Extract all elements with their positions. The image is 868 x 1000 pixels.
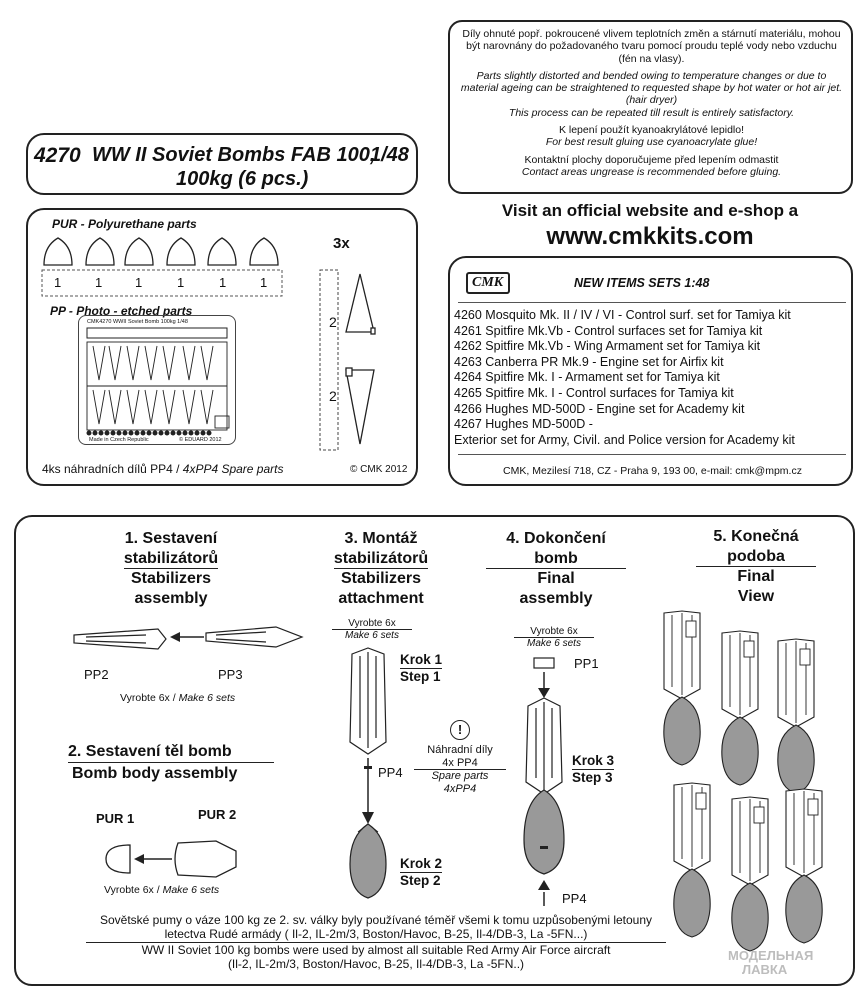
list-item: 4266 Hughes MD-500D - Engine set for Academy kit (454, 401, 745, 416)
pp3-label: PP3 (218, 667, 243, 682)
notice-en2: For best result gluing use cyanoacrylate glue! (545, 136, 758, 149)
notice-en1b: This process can be repeated till result is entirely satisfactory. (508, 106, 795, 119)
step4-title: 4. Dokončení bomb Final assembly (486, 529, 626, 608)
notice-box (448, 20, 853, 194)
list-item: 4267 Hughes MD-500D - (454, 417, 593, 432)
kit-name-line1: WW II Soviet Bombs FAB 100, (92, 144, 376, 166)
step4-make6: Vyrobte 6x Make 6 sets (514, 626, 594, 649)
spare-note: Náhradní díly 4x PP4 Spare parts 4xPP4 (414, 744, 506, 795)
step1-title: 1. Sestavení stabilizátorů Stabilizers assembly (123, 530, 219, 607)
pp4-label-step3: PP4 (378, 765, 403, 780)
body-count-top: 2 (329, 314, 337, 330)
exclaim-icon: ! (450, 720, 470, 740)
bomb-body-part-bottom (346, 370, 374, 444)
body-count-bottom: 2 (329, 388, 337, 404)
notice-cz1: Díly ohnuté popř. pokroucené vlivem teplotních změn a stárnutí materiálu, mohou být narovnány do požadovaného tvaru pomocí proudu teplé vody nebo vzduchu (fén na vlasy). (462, 28, 841, 65)
news-list (454, 308, 795, 448)
pe-eduard: © EDUARD 2012 (179, 437, 222, 443)
pur2-label: PUR 2 (198, 807, 237, 822)
step3-make6: Vyrobte 6x Make 6 sets (332, 618, 412, 641)
krok2-label: Krok 2 Step 2 (400, 856, 443, 888)
list-item: 4265 Spitfire Mk. I - Control surfaces for Tamiya kit (454, 385, 734, 400)
list-item: 4263 Canberra PR Mk.9 - Engine set for Airfix kit (454, 354, 724, 369)
list-item: Exterior set for Army, Civil. and Police version for Academy kit (454, 432, 795, 447)
pe-made-in: Made in Czech Republic (89, 437, 149, 443)
copyright: © CMK 2012 (350, 464, 408, 475)
step2-title-cz: 2. Sestavení těl bomb (68, 743, 232, 760)
list-item: 4260 Mosquito Mk. II / IV / VI - Control surf. set for Tamiya kit (454, 308, 791, 322)
notice-cz2: K lepení použít kyanoakrylátové lepidlo! (558, 124, 745, 137)
times3-label: 3x (333, 235, 350, 252)
krok3-label: Krok 3 Step 3 (572, 753, 615, 785)
step3-title: 3. Montáž stabilizátorů Stabilizers attachment (333, 530, 429, 607)
kit-number: 4270 (34, 144, 81, 167)
website-text: Visit an official website and e-shop a (501, 201, 799, 220)
footer-note: Sovětské pumy o váze 100 kg ze 2. sv. války byly používané téměř všemi k tomu uzpůsobenými letouny letectva Rudé armády ( Il-2, IL-2m/3, Boston/Havoc, B-25, Il-4/DB-3, La -5FN...) WW II Soviet 100 kg bombs were used by almost all suitable Red Army Air Force aircraft (Il-2, IL-2m/3, Boston/Havoc, B-25, Il-4/DB-3, La -5FN..) (26, 913, 726, 971)
bomb-body-part-top (346, 274, 374, 332)
watermark: МОДЕЛЬНАЯ ЛАВКА (728, 948, 814, 977)
list-item: 4261 Spitfire Mk.Vb - Control surfaces set for Tamiya kit (454, 323, 763, 338)
bomb-body-parts (28, 210, 420, 488)
kit-name-line2: 100kg (6 pcs.) (176, 168, 309, 190)
parts-box: PUR - Polyurethane parts 1 1 1 1 1 1 PP - Photo - etched parts CMK4270 WWII Soviet Bomb 100kg 1/48 Made in Czech Republic © EDUARD 2012 3x 2 2 4ks náhradních dílů PP4 / 4xPP4 Spare parts © CMK 2012 (26, 208, 418, 486)
list-item: 4262 Spitfire Mk.Vb - Wing Armament set for Tamiya kit (454, 339, 761, 354)
news-box (448, 256, 853, 486)
spare-parts-note: 4ks náhradních dílů PP4 / 4xPP4 Spare parts (42, 462, 284, 476)
krok1-label: Krok 1 Step 1 (400, 652, 443, 684)
address: CMK, Mezilesí 718, CZ - Praha 9, 193 00, e-mail: cmk@mpm.cz (503, 465, 802, 477)
step5-title: 5. Konečná podoba Final View (696, 527, 816, 606)
pur1-label: PUR 1 (96, 811, 135, 826)
pp-heading: PP - Photo - etched parts (50, 304, 193, 318)
pp1-label: PP1 (574, 656, 599, 671)
notice-en3: Contact areas ungrease is recommended before gluing. (521, 165, 782, 178)
website-url[interactable]: www.cmkkits.com (546, 223, 754, 250)
notice-en1: Parts slightly distorted and bended owing to temperature changes or due to material ageing can be straightened to requested shape by hot water or hot air jet. (hair dryer) (460, 69, 843, 107)
step2-title-en: Bomb body assembly (72, 765, 238, 782)
pe-fret-title: CMK4270 WWII Soviet Bomb 100kg 1/48 (87, 319, 188, 325)
pur-heading: PUR - Polyurethane parts (52, 217, 197, 231)
pp4-label-step4: PP4 (562, 891, 587, 906)
step2-make6: Vyrobte 6x / Make 6 sets (104, 884, 220, 896)
list-item: 4264 Spitfire Mk. I - Armament set for Tamiya kit (454, 370, 720, 385)
title-box (26, 133, 418, 195)
pp2-label: PP2 (84, 667, 109, 682)
notice-cz3: Kontaktní plochy doporučujeme před lepením odmastit (524, 153, 779, 166)
stabilizer-assembly-drawing (66, 617, 326, 697)
step1-make6: Vyrobte 6x / Make 6 sets (120, 692, 236, 704)
news-heading: NEW ITEMS SETS 1:48 (574, 276, 710, 290)
kit-scale: 1/48 (370, 144, 409, 166)
instructions-box (14, 515, 855, 986)
cmk-logo: CMK (466, 272, 510, 294)
